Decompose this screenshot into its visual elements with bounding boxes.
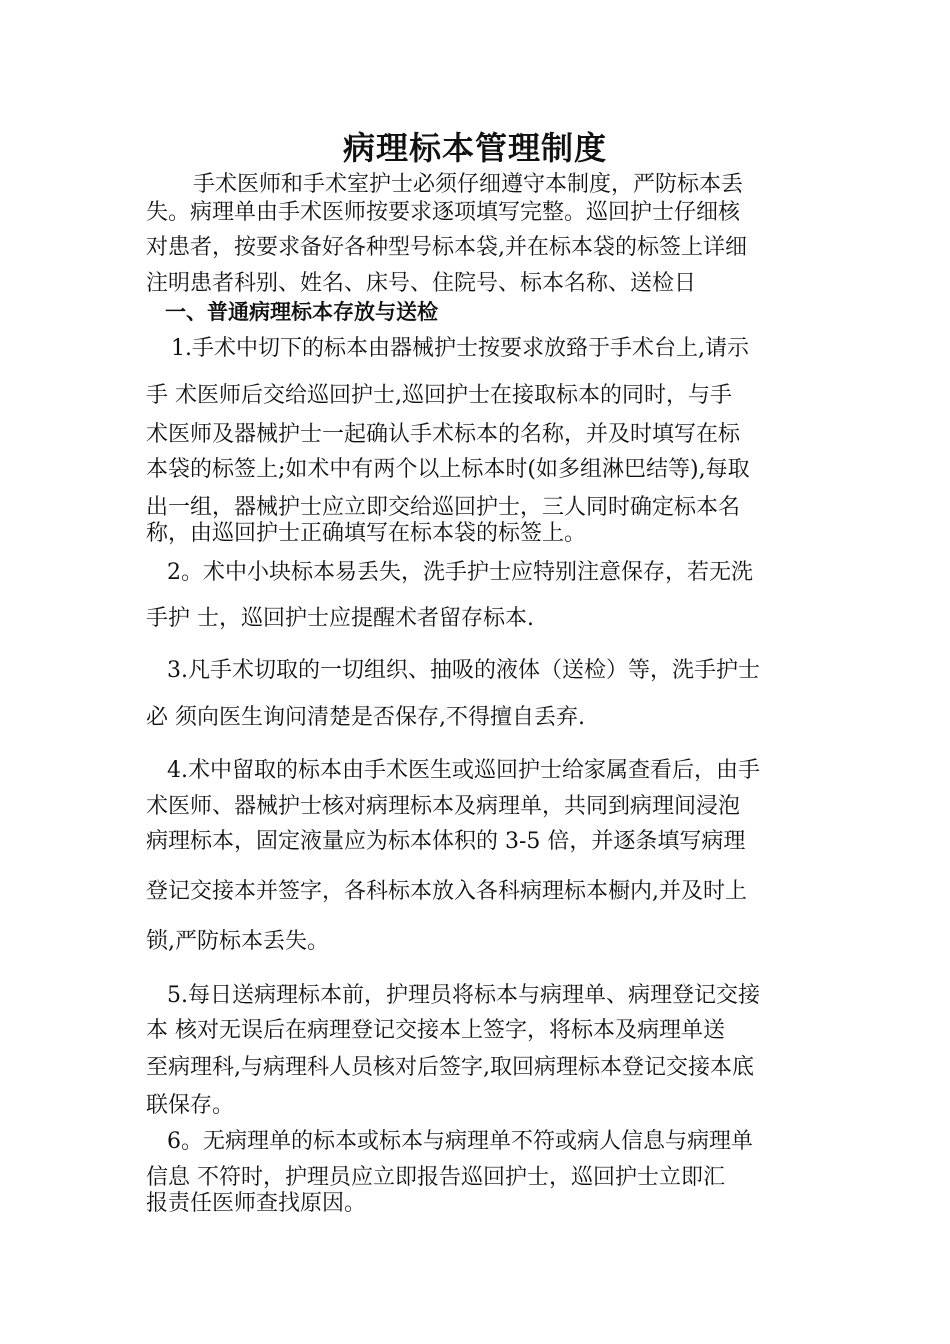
item-line: 6。无病理单的标本或标本与病理单不符或病人信息与病理单 xyxy=(167,1129,753,1154)
intro-line: 手术医师和手术室护士必须仔细遵守本制度，严防标本丢 xyxy=(193,172,744,197)
item-line: 5.每日送病理标本前，护理员将标本与病理单、病理登记交接 xyxy=(167,983,760,1008)
intro-line: 注明患者科别、姓名、床号、住院号、标本名称、送检日 xyxy=(146,271,697,296)
item-line: 本袋的标签上;如术中有两个以上标本时(如多组淋巴结等),每取 xyxy=(146,457,750,482)
item-line: 手护 士，巡回护士应提醒术者留存标本. xyxy=(146,606,534,631)
item-line: 至病理科,与病理科人员核对后签字,取回病理标本登记交接本底 xyxy=(146,1055,754,1080)
item-line: 锁,严防标本丢失。 xyxy=(146,929,329,954)
item-line: 术医师及器械护士一起确认手术标本的名称，并及时填写在标 xyxy=(146,422,741,447)
item-line: 必 须向医生询问清楚是否保存,不得擅自丢弃. xyxy=(146,705,585,730)
item-line: 联保存。 xyxy=(146,1093,235,1118)
item-line: 手 术医师后交给巡回护士,巡回护士在接取标本的同时，与手 xyxy=(146,383,732,408)
document-title: 病理标本管理制度 xyxy=(342,129,607,167)
item-line: 病理标本，固定液量应为标本体积的 3-5 倍，并逐条填写病理 xyxy=(146,829,746,854)
item-line: 1.手术中切下的标本由器械护士按要求放臵于手术台上,请示 xyxy=(171,336,749,361)
item-line: 2。术中小块标本易丢失，洗手护士应特别注意保存，若无洗 xyxy=(167,560,753,585)
item-line: 信息 不符时，护理员应立即报告巡回护士，巡回护士立即汇 xyxy=(146,1165,725,1190)
item-line: 称，由巡回护士正确填写在标本袋的标签上。 xyxy=(146,521,587,546)
item-line: 本 核对无误后在病理登记交接本上签字，将标本及病理单送 xyxy=(146,1018,725,1043)
item-line: 报责任医师查找原因。 xyxy=(146,1191,367,1216)
item-line: 4.术中留取的标本由手术医生或巡回护士给家属查看后，由手 xyxy=(167,758,760,783)
item-line: 3.凡手术切取的一切组织、抽吸的液体（送检）等，洗手护士 xyxy=(167,658,760,683)
intro-line: 对患者，按要求备好各种型号标本袋,并在标本袋的标签上详细 xyxy=(146,235,747,260)
item-line: 出一组，器械护士应立即交给巡回护士，三人同时确定标本名 xyxy=(146,495,741,520)
item-line: 术医师、器械护士核对病理标本及病理单，共同到病理间浸泡 xyxy=(146,794,741,819)
intro-line: 失。病理单由手术医师按要求逐项填写完整。巡回护士仔细核 xyxy=(146,200,741,225)
section-heading: 一、普通病理标本存放与送检 xyxy=(165,300,438,324)
item-line: 登记交接本并签字，各科标本放入各科病理标本橱内,并及时上 xyxy=(146,879,747,904)
